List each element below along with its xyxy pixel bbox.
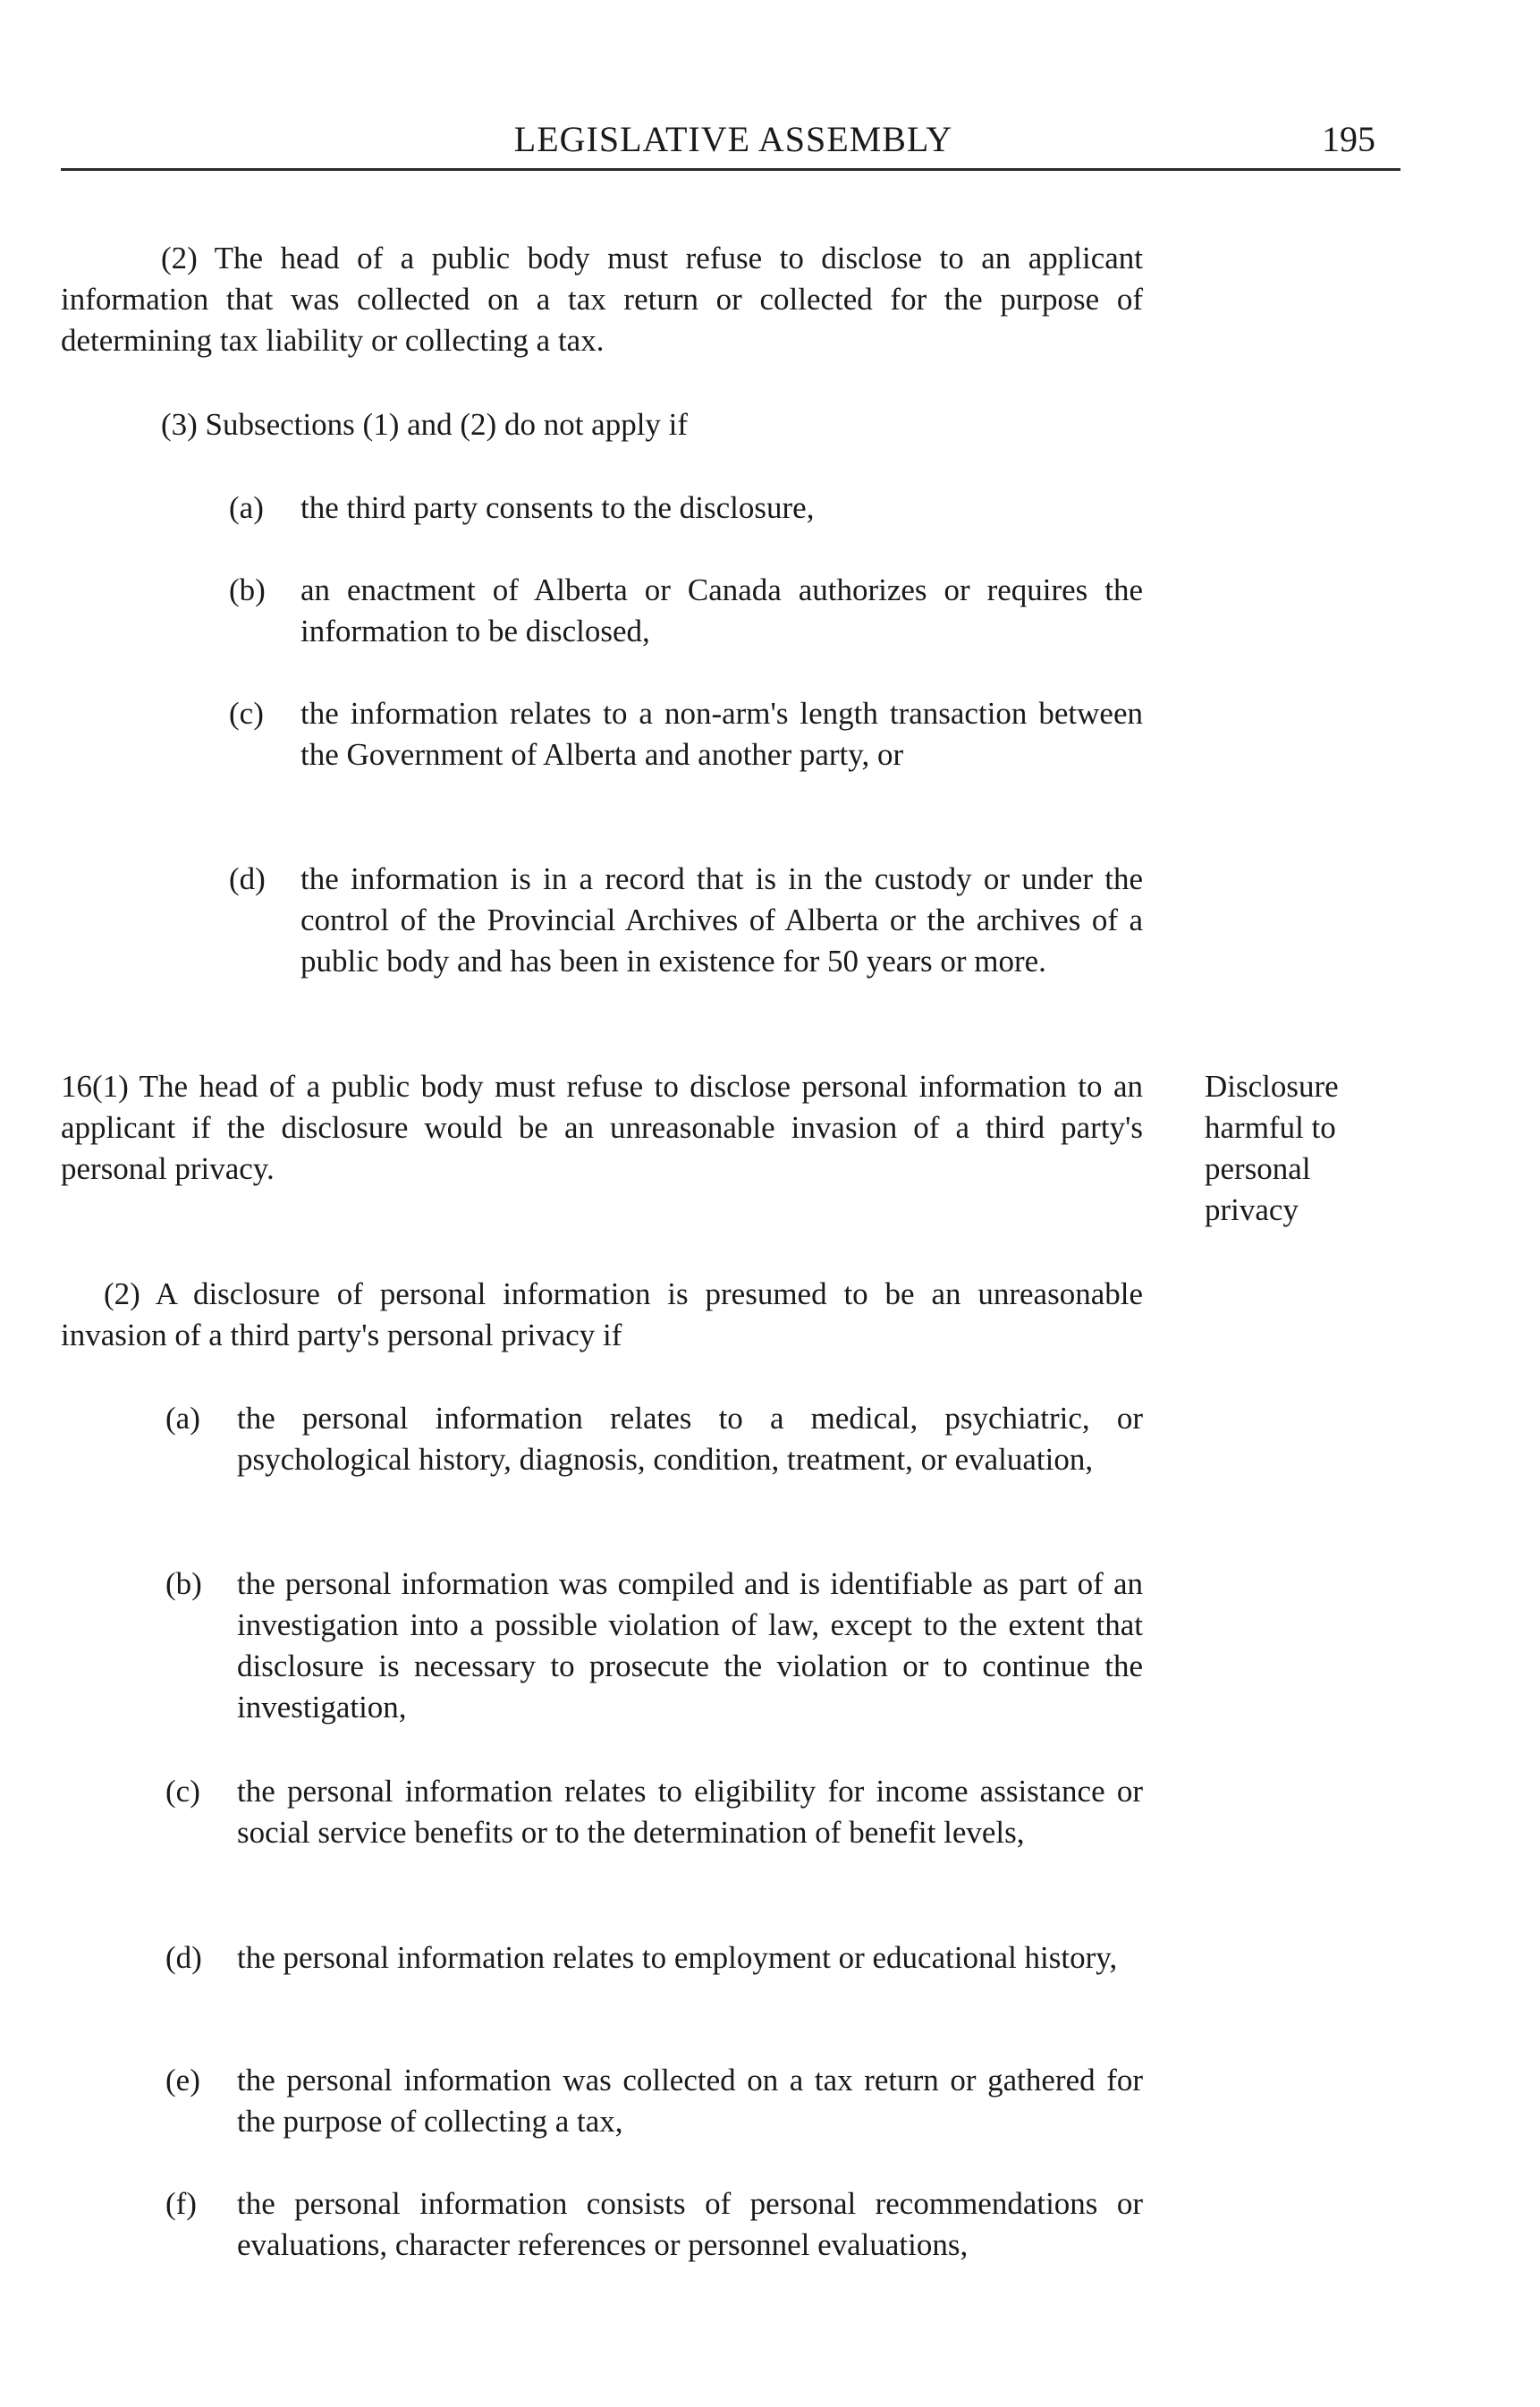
item-text: the personal information was collected on a tax return or gathered for the purpose of collecting a tax, [237, 2063, 1143, 2139]
item-text: the personal information was compiled and is identifiable as part of an investigation into a possible violation of law, except to the extent that disclosure is necessary to prosecute the violation or to continue the investigation, [237, 1566, 1143, 1725]
item-label: (a) [165, 1401, 200, 1436]
paragraph-15-2: (2) The head of a public body must refuse to disclose to an applicant information that was collected on a tax return or collected for the purpose of determining tax liability or collecting a tax. [61, 241, 1143, 358]
item-text: the personal information relates to eligibility for income assistance or social service benefits or to the determination of benefit levels, [237, 1774, 1143, 1850]
item-text: the third party consents to the disclosure, [300, 490, 815, 525]
header-title: LEGISLATIVE ASSEMBLY [513, 119, 953, 159]
item-label: (d) [229, 861, 266, 896]
item-text: the personal information relates to employment or educational history, [237, 1940, 1118, 1975]
page-number: 195 [1322, 119, 1375, 159]
item-label: (f) [165, 2186, 197, 2221]
item-text: the information is in a record that is in the custody or under the control of the Provincial Archives of Alberta or the archives of a public body and has been in existence for 50 years or more. [300, 861, 1143, 979]
item-label: (e) [165, 2063, 200, 2098]
paragraph-15-3: (3) Subsections (1) and (2) do not apply if [161, 407, 689, 442]
margin-note-line: personal [1205, 1151, 1311, 1186]
item-label: (b) [229, 572, 266, 607]
paragraph-16-1: 16(1) The head of a public body must refuse to disclose personal information to an applicant if the disclosure would be an unreasonable invasion of a third party's personal privacy. [61, 1069, 1143, 1186]
item-label: (a) [229, 490, 264, 525]
item-label: (c) [229, 696, 264, 731]
header-rule [61, 168, 1400, 171]
item-text: the personal information consists of personal recommendations or evaluations, character references or personnel evaluations, [237, 2186, 1143, 2262]
item-text: the information relates to a non-arm's length transaction between the Government of Alberta and another party, or [300, 696, 1143, 772]
item-label: (b) [165, 1566, 202, 1601]
item-label: (c) [165, 1774, 200, 1809]
margin-note [1205, 1066, 1410, 1231]
item-text: the personal information relates to a medical, psychiatric, or psychological history, diagnosis, condition, treatment, or evaluation, [237, 1401, 1143, 1477]
item-text: an enactment of Alberta or Canada authorizes or requires the information to be disclosed, [300, 572, 1143, 648]
item-label: (d) [165, 1940, 202, 1975]
margin-note-line: privacy [1205, 1192, 1299, 1227]
margin-note-line: Disclosure [1205, 1069, 1339, 1104]
paragraph-16-2: (2) A disclosure of personal information is presumed to be an unreasonable invasion of a third party's personal privacy if [61, 1276, 1143, 1352]
margin-note-line: harmful to [1205, 1110, 1336, 1145]
